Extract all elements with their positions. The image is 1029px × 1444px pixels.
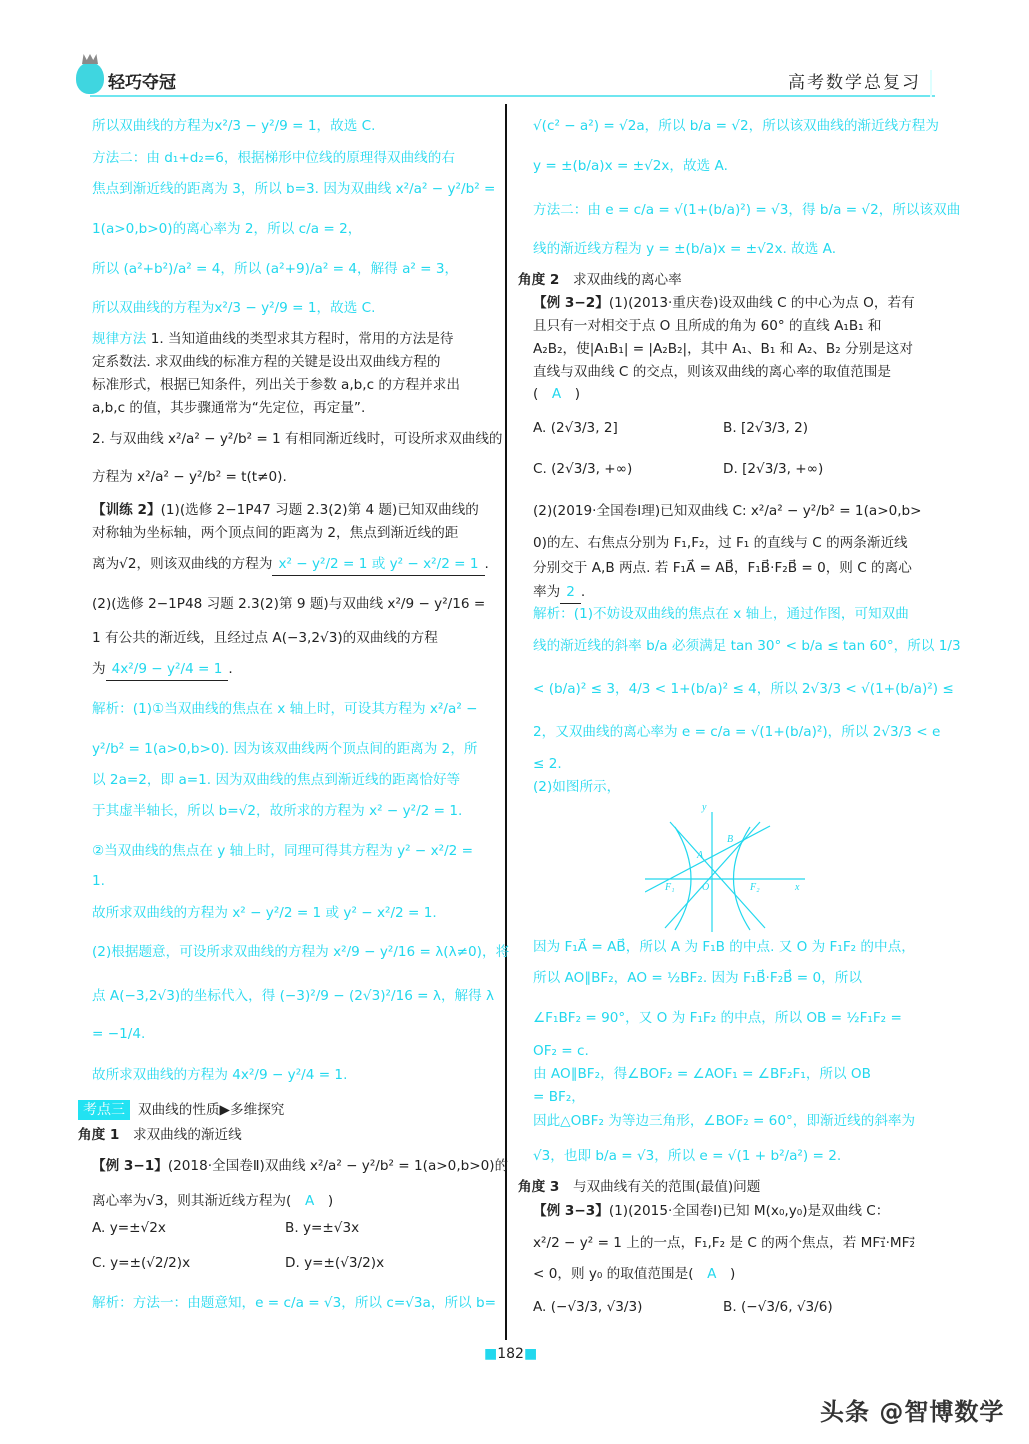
text-segment: 于其虚半轴长，所以 b=√2，故所求的方程为 x² − y²/2 = 1. (92, 803, 463, 819)
text-segment: 角度 3 (518, 1179, 573, 1195)
text-segment: y²/b² = 1(a>0,b>0). 因为该双曲线两个顶点间的距离为 2，所 (92, 741, 478, 757)
text-segment: 解析：(1)①当双曲线的焦点在 x 轴上时，可设其方程为 x²/a² − (92, 701, 478, 717)
label-f1: F₁ (665, 882, 675, 893)
text-segment: ②当双曲线的焦点在 y 轴上时，同理可得其方程为 y² − x²/2 = (92, 843, 474, 859)
right-line (533, 534, 908, 552)
left-line (92, 1066, 347, 1084)
text-segment: 因此△OBF₂ 为等边三角形，∠BOF₂ = 60°，即渐近线的斜率为 (533, 1113, 916, 1129)
left-line (92, 943, 509, 961)
right-line (533, 117, 939, 135)
right-line (533, 1009, 902, 1027)
text-segment: (1)(2015·全国卷Ⅰ)已知 M(x₀,y₀)是双曲线 C： (608, 1203, 890, 1219)
right-line (533, 1202, 889, 1220)
text-segment: 由 AO∥BF₂，得∠BOF₂ = ∠AOF₁ = ∠BF₂F₁，所以 OB (533, 1066, 871, 1082)
text-segment: 求双曲线的离心率 (572, 272, 682, 288)
text-segment: 【训练 2】 (92, 502, 161, 518)
text-segment: 1 有公共的渐近线，且经过点 A(−3,2√3)的双曲线的方程 (92, 630, 438, 646)
left-line (92, 376, 460, 394)
left-line (92, 468, 287, 486)
text-segment: 焦点到渐近线的距离为 3，所以 b=3. 因为双曲线 x²/a² − y²/b² = (92, 181, 496, 197)
left-line (285, 1219, 359, 1237)
text-segment: √3，也即 b/a = √3，所以 e = √(1 + b²/a²) = 2. (533, 1148, 842, 1164)
text-segment: . (484, 556, 489, 572)
answer-blank: 2 (560, 584, 581, 604)
right-line (533, 1234, 915, 1252)
right-line (533, 1265, 735, 1283)
right-line (533, 240, 836, 258)
right-line (533, 938, 915, 956)
text-segment: 角度 1 (78, 1127, 133, 1143)
left-line (92, 595, 485, 613)
right-line (533, 778, 620, 796)
left-line (92, 1254, 190, 1272)
left-line (92, 117, 375, 135)
text-segment: < (b/a)² ≤ 3，4/3 < 1+(b/a)² ≤ 4，所以 2√3/3 < √(1+(b/a)²) ≤ (533, 681, 954, 697)
book-title: 高考数学总复习 (788, 73, 921, 93)
text-segment: ≤ 2. (533, 756, 562, 772)
text-segment: 以 2a=2，即 a=1. 因为双曲线的焦点到渐近线的距离恰好等 (92, 772, 461, 788)
left-line (92, 987, 494, 1005)
left-line (92, 802, 462, 820)
right-line (518, 1178, 760, 1196)
left-line (78, 1126, 242, 1144)
text-segment: A₂B₂，使|A₁B₁| = |A₂B₂|，其中 A₁、B₁ 和 A₂、B₂ 分别是这对 (533, 341, 913, 357)
brand-logo-icon (76, 62, 104, 94)
text-segment: 解析：方法一：由题意知，e = c/a = √3，所以 c=√3a，所以 b= (92, 1295, 496, 1311)
left-line (92, 220, 361, 238)
right-line (723, 419, 808, 437)
text-segment: . (580, 584, 586, 600)
text-segment: 1. (92, 873, 105, 889)
text-segment: (2)(2019·全国卷Ⅰ理)已知双曲线 C: x²/a² − y²/b² = 1(a>0,b> (533, 503, 922, 519)
text-segment: 求双曲线的渐近线 (132, 1127, 242, 1143)
text-segment: 所以双曲线的方程为x²/3 − y²/9 = 1，故选 C. (92, 300, 376, 316)
left-line (92, 353, 440, 371)
text-segment: 定系数法. 求双曲线的标准方程的关键是设出双曲线方程的 (92, 354, 441, 370)
right-line (533, 340, 913, 358)
label-o: O (702, 882, 710, 893)
text-segment: y = ±(b/a)x = ±√2x，故选 A. (533, 158, 728, 174)
text-segment: A. y=±√2x (92, 1220, 166, 1236)
right-line (533, 419, 618, 437)
text-segment: 规律方法 (92, 331, 151, 347)
text-segment: ( (533, 386, 552, 402)
label-y: y (702, 802, 707, 813)
text-segment: B. y=±√3x (285, 1220, 360, 1236)
text-segment: ) (314, 1193, 334, 1209)
left-line (92, 740, 478, 758)
text-segment: 1(a>0,b>0)的离心率为 2，所以 c/a = 2， (92, 221, 362, 237)
label-b: B (727, 834, 734, 845)
left-line (92, 149, 455, 167)
text-segment: D. y=±(√3/2)x (285, 1255, 385, 1271)
text-segment: (2)(选修 2−1P48 习题 2.3(2)第 9 题)与双曲线 x²/9 − y²/16 = (92, 596, 486, 612)
right-line (518, 271, 682, 289)
text-segment: 线的渐近线方程为 y = ±(b/a)x = ±√2x. 故选 A. (533, 241, 837, 257)
text-segment: 故所求双曲线的方程为 x² − y²/2 = 1 或 y² − x²/2 = 1. (92, 905, 437, 921)
answer-blank: x² − y²/2 = 1 或 y² − x²/2 = 1 (272, 556, 484, 576)
right-line (533, 969, 862, 987)
text-segment: 分别交于 A,B 两点. 若 F₁A⃗ = AB⃗，F₁B⃗·F₂B⃗ = 0，则 C 的离心 (533, 560, 912, 576)
right-line (533, 605, 909, 623)
right-line (723, 460, 823, 478)
text-segment: (2)根据题意，可设所求双曲线的方程为 x²/9 − y²/16 = λ(λ≠0)，将 (92, 944, 510, 960)
text-segment: A (551, 386, 562, 402)
text-segment: 离为√2，则该双曲线的方程为 (92, 556, 273, 572)
right-line (533, 723, 940, 741)
right-line (533, 1065, 871, 1083)
right-line (533, 201, 960, 219)
text-segment: B. (−√3/6, √3/6) (723, 1299, 833, 1315)
right-line (533, 1112, 915, 1130)
text-segment: a,b,c 的值，其步骤通常为“先定位，再定量”. (92, 400, 366, 416)
text-segment: 解析：(1)不妨设双曲线的焦点在 x 轴上，通过作图，可知双曲 (533, 606, 909, 622)
left-line (92, 1192, 333, 1210)
watermark: 头条 @智博数学 (820, 1398, 1005, 1426)
left-line (92, 904, 437, 922)
text-segment: = −1/4. (92, 1026, 146, 1042)
text-segment: √(c² − a²) = √2a，所以 b/a = √2，所以该双曲线的渐近线方程为 (533, 118, 939, 134)
right-line (533, 363, 891, 381)
right-line (533, 680, 954, 698)
text-segment: 离心率为√3，则其渐近线方程为( (92, 1193, 305, 1209)
label-x: x (795, 882, 800, 893)
right-line (533, 1042, 589, 1060)
right-line (533, 317, 882, 335)
text-segment: A. (2√3/3, 2] (533, 420, 618, 436)
text-segment: 点 A(−3,2√3)的坐标代入，得 (−3)²/9 − (2√3)²/16 = λ，解得 λ (92, 988, 495, 1004)
text-segment: 线的渐近线的斜率 b/a 必须满足 tan 30° < b/a ≤ tan 60°，所以 1/3 (533, 638, 961, 654)
text-segment: 【例 3−1】 (92, 1158, 168, 1174)
text-segment: (1)(选修 2−1P47 习题 2.3(2)第 4 题)已知双曲线的 (160, 502, 479, 518)
right-line (533, 460, 632, 478)
text-segment: 双曲线的性质▶多维探究 (138, 1102, 285, 1118)
text-segment: 直线与双曲线 C 的交点，则该双曲线的离心率的取值范围是 (533, 364, 891, 380)
text-segment: < 0，则 y₀ 的取值范围是( (533, 1266, 708, 1282)
text-segment: 标准形式，根据已知条件，列出关于参数 a,b,c 的方程并求出 (92, 377, 460, 393)
text-segment: 【例 3−3】 (533, 1203, 609, 1219)
text-segment: 角度 2 (518, 272, 573, 288)
page-number (484, 1346, 537, 1362)
right-line (533, 1147, 841, 1165)
text-segment: 与双曲线有关的范围(最值)问题 (572, 1179, 761, 1195)
text-segment: 1. 当知道曲线的类型求其方程时，常用的方法是待 (150, 331, 454, 347)
answer-blank: 4x²/9 − y²/4 = 1 (106, 661, 229, 681)
right-line (533, 637, 961, 655)
left-line (92, 330, 453, 348)
header-rule (90, 95, 935, 97)
text-segment: D. [2√3/3, +∞) (723, 461, 824, 477)
left-line (92, 555, 489, 573)
text-segment: ) (716, 1266, 736, 1282)
page-mark-right: ■ (523, 1346, 538, 1362)
left-line (92, 842, 473, 860)
text-segment: 故所求双曲线的方程为 4x²/9 − y²/4 = 1. (92, 1067, 348, 1083)
page-number-text: 182 (497, 1346, 524, 1362)
left-line (92, 700, 477, 718)
header-rule-end (930, 70, 932, 97)
label-a: A (697, 850, 704, 861)
text-segment: A (304, 1193, 315, 1209)
left-line (92, 1025, 145, 1043)
right-line (533, 755, 562, 773)
right-line (533, 559, 912, 577)
text-segment: 方程为 x²/a² − y²/b² = t(t≠0). (92, 469, 287, 485)
left-line (92, 629, 438, 647)
text-segment: 方法二：由 d₁+d₂=6，根据梯形中位线的原理得双曲线的右 (92, 150, 455, 166)
text-segment: (2)如图所示， (533, 779, 621, 795)
left-line (92, 501, 479, 519)
text-segment: A (707, 1266, 717, 1282)
text-segment: x²/2 − y² = 1 上的一点，F₁,F₂ 是 C 的两个焦点，若 MF₁⃗·MF₂⃗ (533, 1235, 915, 1251)
text-segment: (2018·全国卷Ⅱ)双曲线 x²/a² − y²/b² = 1(a>0,b>0)的 (167, 1158, 509, 1174)
left-line (92, 872, 105, 890)
right-line (533, 294, 915, 312)
text-segment: C. y=±(√2/2)x (92, 1255, 191, 1271)
brand-name: 轻巧夺冠 (108, 73, 176, 93)
text-segment: 且只有一对相交于点 O 且所成的角为 60° 的直线 A₁B₁ 和 (533, 318, 882, 334)
left-line (285, 1254, 384, 1272)
left-line (78, 1100, 284, 1120)
text-segment: 率为 (533, 584, 561, 600)
text-segment: C. (2√3/3, +∞) (533, 461, 633, 477)
text-segment: OF₂ = c. (533, 1043, 589, 1059)
left-line (92, 771, 460, 789)
text-segment: 因为 F₁A⃗ = AB⃗，所以 A 为 F₁B 的中点. 又 O 为 F₁F₂ 的中点， (533, 939, 915, 955)
text-segment: = BF₂， (533, 1089, 585, 1105)
left-line (92, 1219, 166, 1237)
right-line (533, 385, 580, 403)
right-line (533, 502, 922, 520)
hyperbola-figure (645, 800, 935, 932)
text-segment: 所以 (a²+b²)/a² = 4，所以 (a²+9)/a² = 4，解得 a² = 3， (92, 261, 459, 277)
text-segment: A. (−√3/3, √3/3) (533, 1299, 643, 1315)
left-line (92, 1294, 496, 1312)
text-segment: 所以双曲线的方程为x²/3 − y²/9 = 1，故选 C. (92, 118, 376, 134)
text-segment: ∠F₁BF₂ = 90°，又 O 为 F₁F₂ 的中点，所以 OB = ½F₁F₂ = (533, 1010, 902, 1026)
column-divider (505, 104, 507, 1340)
right-line (533, 583, 585, 601)
page-mark-left: ■ (484, 1346, 498, 1362)
text-segment: 0)的左、右焦点分别为 F₁,F₂，过 F₁ 的直线与 C 的两条渐近线 (533, 535, 908, 551)
left-line (92, 660, 233, 678)
text-segment: 2. 与双曲线 x²/a² − y²/b² = 1 有相同渐近线时，可设所求双曲线的 (92, 431, 503, 447)
left-line (92, 180, 495, 198)
left-line (92, 430, 503, 448)
text-segment: . (228, 661, 233, 677)
right-line (533, 1088, 585, 1106)
text-segment: 所以 AO∥BF₂，AO = ½BF₂. 因为 F₁B⃗·F₂B⃗ = 0，所以 (533, 970, 862, 986)
text-segment: 【例 3−2】 (533, 295, 609, 311)
text-segment: 2，又双曲线的离心率为 e = c/a = √(1+(b/a)²)，所以 2√3/3 < e (533, 724, 941, 740)
left-line (92, 524, 458, 542)
left-line (92, 1157, 508, 1175)
left-line (92, 299, 375, 317)
section-badge: 考点三 (78, 1100, 130, 1120)
text-segment: 方法二：由 e = c/a = √(1+(b/a)²) = √3，得 b/a = √2，所以该双曲 (533, 202, 961, 218)
text-segment: 为 (92, 661, 106, 677)
left-line (92, 260, 458, 278)
right-line (533, 157, 728, 175)
text-segment: ) (561, 386, 581, 402)
text-segment: 对称轴为坐标轴，两个顶点间的距离为 2，焦点到渐近线的距 (92, 525, 459, 541)
left-line (92, 399, 365, 417)
text-segment: B. [2√3/3, 2) (723, 420, 809, 436)
right-line (533, 1298, 642, 1316)
label-f2: F₂ (750, 882, 760, 893)
text-segment: (1)(2013·重庆卷)设双曲线 C 的中心为点 O，若有 (608, 295, 915, 311)
right-line (723, 1298, 833, 1316)
